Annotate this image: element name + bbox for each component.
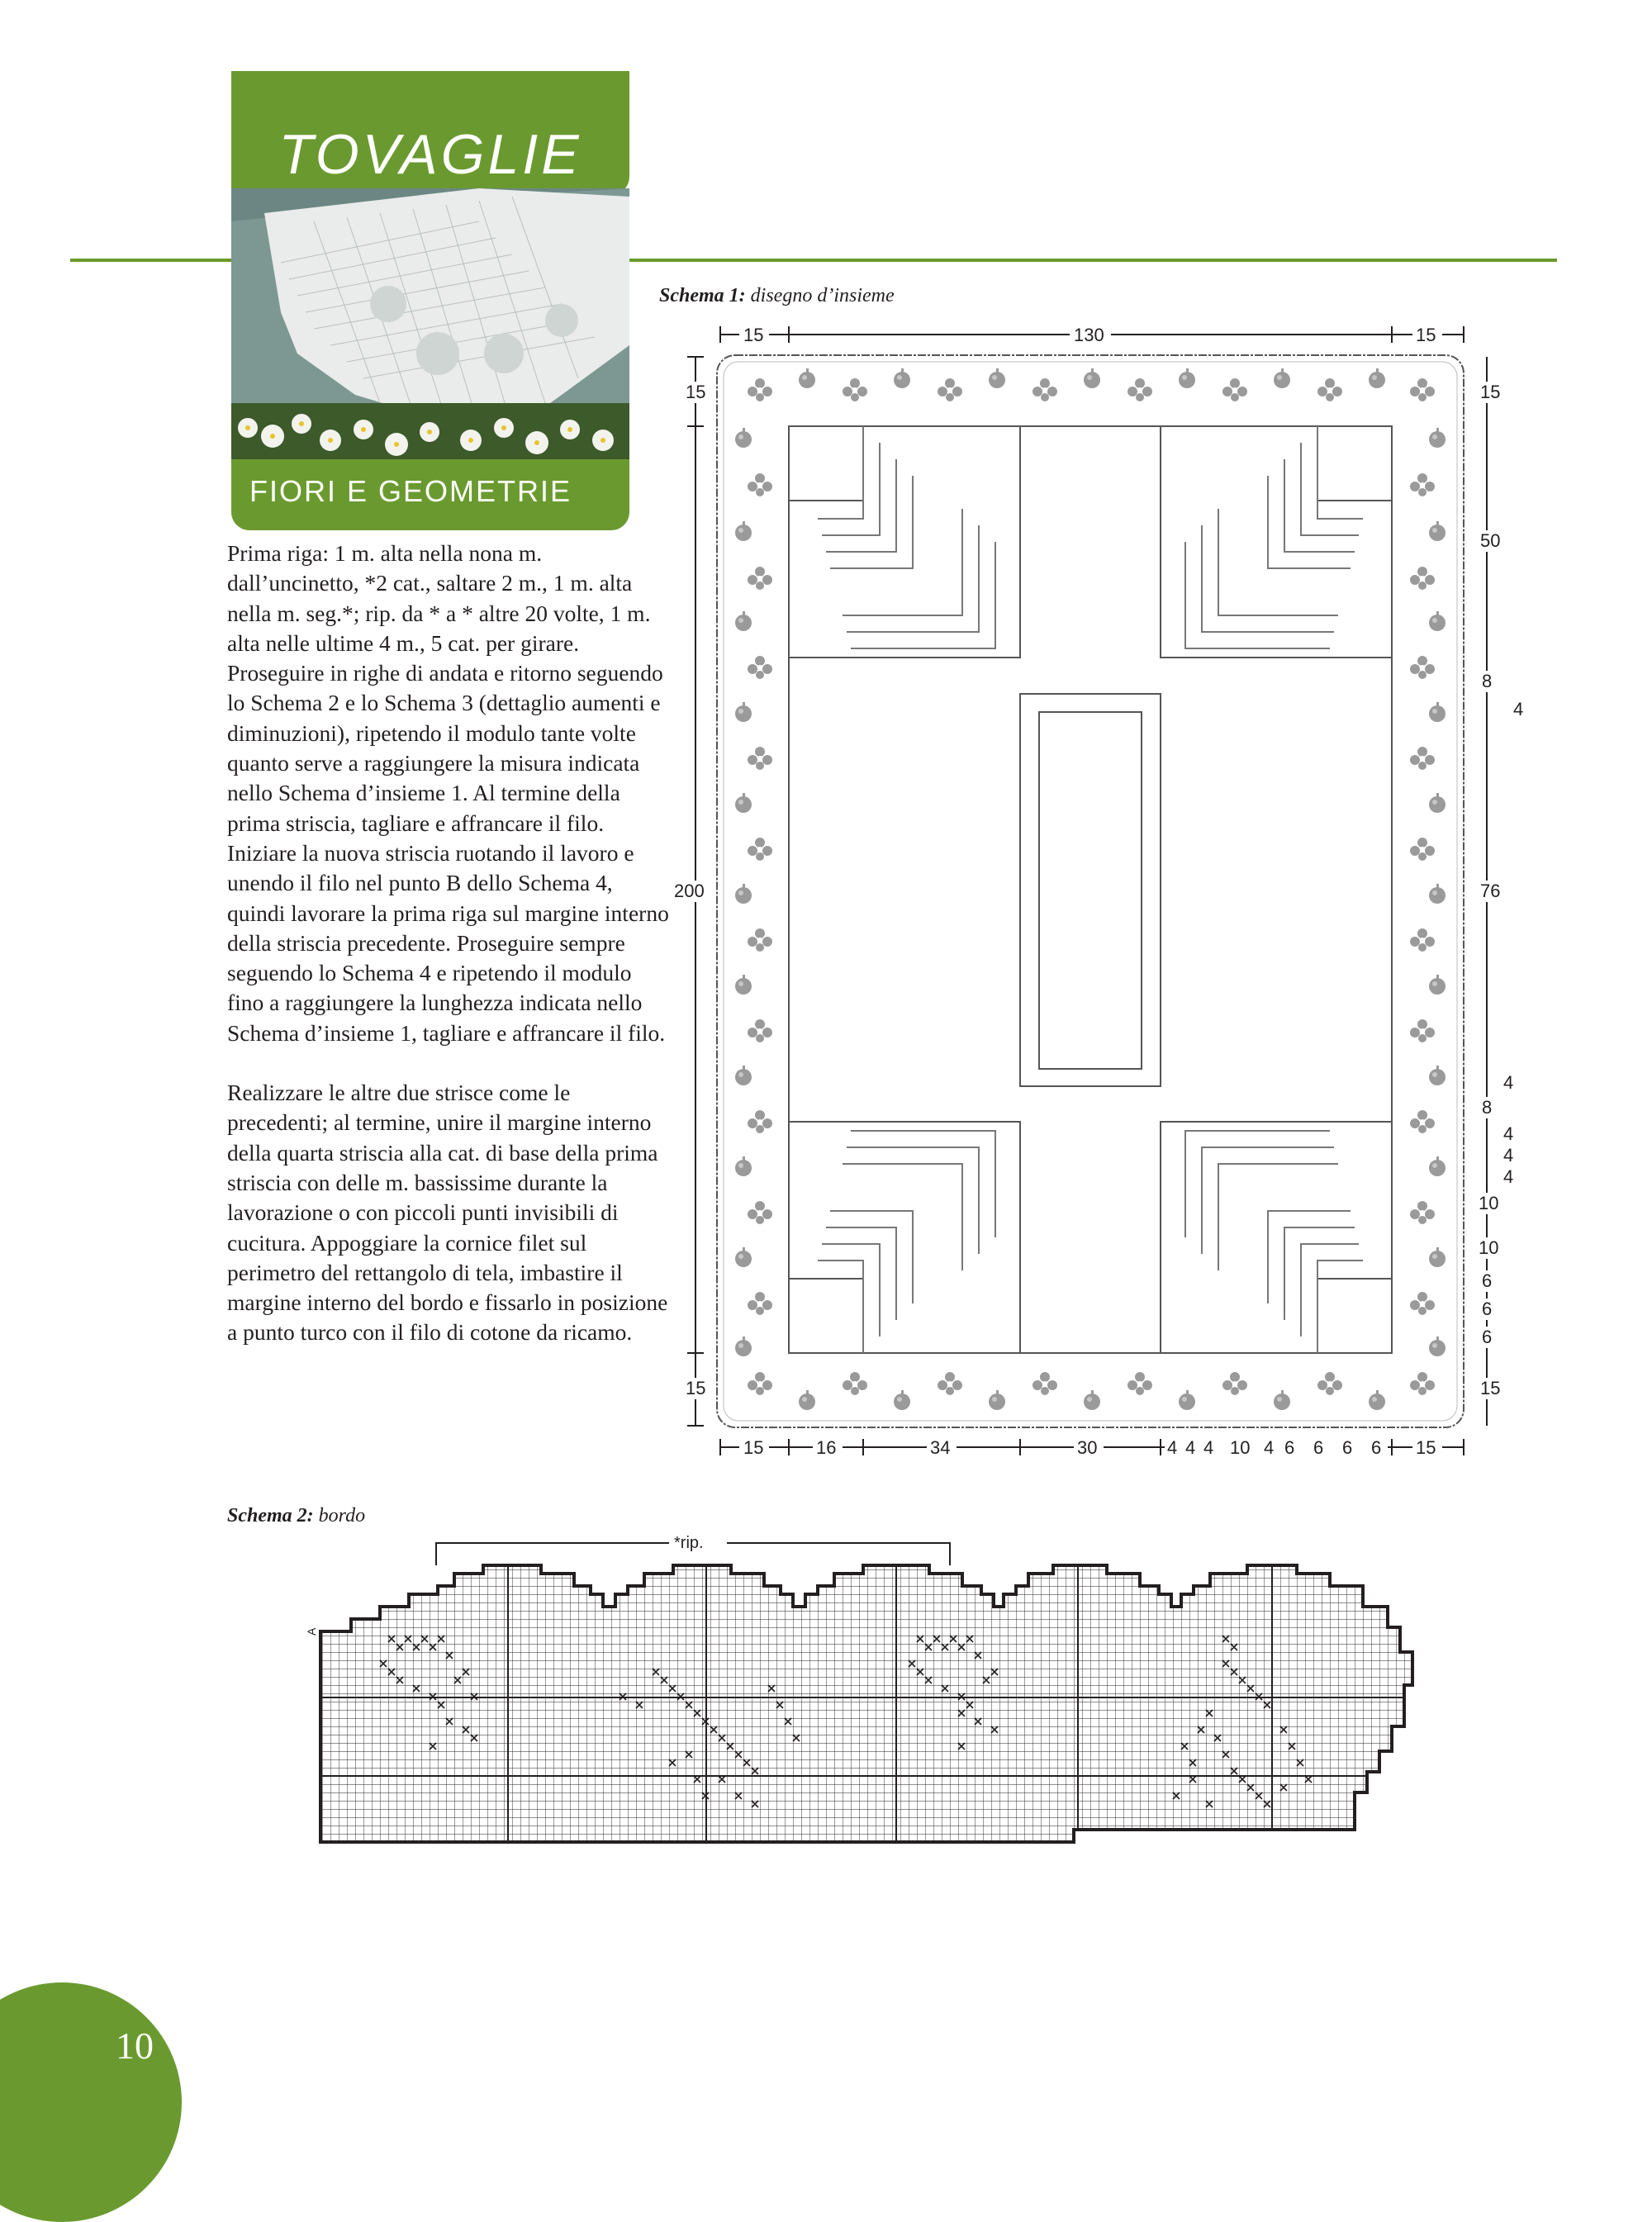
instructions-label: Prima riga:	[227, 540, 329, 566]
dim-right-1: 15	[1480, 382, 1501, 402]
tablecloth-photo	[231, 188, 629, 461]
instructions-text	[227, 539, 673, 1348]
dim-right-14: 6	[1482, 1299, 1493, 1319]
dim-right-10: 4	[1503, 1166, 1514, 1187]
dim-bottom-6: 4	[1185, 1437, 1196, 1458]
dim-bottom-12: 6	[1342, 1437, 1353, 1458]
dim-right-15: 6	[1482, 1327, 1493, 1347]
schema2-caption-text: bordo	[313, 1505, 366, 1526]
dim-right-3: 8	[1482, 671, 1493, 691]
schema1-border-inner	[724, 362, 1457, 1421]
schema1-motifs-top	[748, 368, 1435, 401]
dim-right-12: 10	[1479, 1237, 1499, 1258]
schema1-right-dimension-labels	[1477, 382, 1528, 1399]
dim-top-1: 15	[743, 325, 764, 345]
dim-bottom-5: 4	[1167, 1437, 1178, 1458]
instructions-paragraph-2: Realizzare le altre due strisce come le precedenti; al termine, unire il margine interno della quarta striscia alla cat. di base della prima striscia con delle m. bassissime durante la lavorazione o con piccoli punti invisibili di cucitura. Appoggiare la cornice filet sul perimetro del rettangolo di tela, imbastire il margine interno del bordo e fissarlo in posizione a punto turco con il filo di cotone da ricamo.	[227, 1080, 668, 1346]
schema1-dimension-labels	[671, 325, 1442, 1399]
schema1-cloth	[789, 426, 1392, 1353]
schema2-grid	[306, 1528, 1446, 1850]
section-header	[231, 71, 629, 195]
schema2-label: Schema 2:	[227, 1505, 314, 1526]
dim-bottom-8: 10	[1230, 1437, 1251, 1458]
page-number: 10	[116, 2025, 154, 2067]
schema1-geometry	[789, 426, 1392, 1353]
schema2-point-a: A	[305, 1627, 318, 1636]
schema1-motifs-bottom	[748, 1372, 1435, 1410]
schema1-caption	[659, 285, 895, 307]
tablecloth-photo-illustration	[231, 188, 629, 461]
schema2-caption	[227, 1505, 365, 1527]
instructions-paragraph-1	[227, 539, 673, 1048]
dim-bottom-7: 4	[1203, 1437, 1214, 1458]
dim-bottom-3: 34	[930, 1437, 951, 1458]
dim-bottom-9: 4	[1264, 1437, 1275, 1458]
instructions-text-1: 1 m. alta nella nona m. dall’uncinetto, *2 cat., saltare 2 m., 1 m. alta nella m. seg.*; rip. da * a * altre 20 volte, 1 m. alta nelle ultime 4 m., 5 cat. per girare. Proseguire in righe di andata e ritorno seguendo lo Schema 2 e lo Schema 3 (dettaglio aumenti e diminuzioni), ripetendo il modulo tante volte quanto serve a raggiungere la misura indicata nello Schema d’insieme 1. Al termine della prima striscia, tagliare e affrancare il filo. Iniziare la nuova striscia ruotando il lavoro e unendo il filo nel punto B dello Schema 4, quindi lavorare la prima riga sul margine interno della striscia precedente. Proseguire sempre seguendo lo Schema 4 e ripetendo il modulo fino a raggiungere la lunghezza indicata nello Schema d’insieme 1, tagliare e affrancare il filo.	[227, 540, 669, 1046]
schema2-repeat-label: *rip.	[674, 1534, 704, 1552]
page-number-badge	[0, 1982, 182, 2222]
dim-right-11: 10	[1479, 1193, 1499, 1213]
dim-left-3: 15	[686, 1378, 706, 1398]
dim-left-2: 200	[674, 881, 705, 901]
schema2-diagram	[306, 1528, 1446, 1850]
dim-bottom-1: 15	[743, 1437, 764, 1458]
dim-bottom-2: 16	[816, 1437, 837, 1458]
dim-bottom-14: 15	[1416, 1437, 1436, 1458]
schema1-outer-border	[717, 355, 1464, 1427]
dim-right-13: 6	[1482, 1270, 1493, 1291]
schema1-motifs-left	[735, 428, 772, 1356]
dim-right-6: 4	[1503, 1072, 1514, 1093]
dim-top-3: 15	[1416, 325, 1436, 345]
dim-right-8: 4	[1503, 1123, 1514, 1144]
schema1-corner-lines	[818, 426, 1363, 1353]
schema1-caption-text: disegno d’insieme	[745, 285, 895, 306]
dim-left-1: 15	[686, 382, 706, 402]
schema1-diagram	[644, 314, 1524, 1470]
schema1-label: Schema 1:	[659, 285, 746, 306]
dim-bottom-11: 6	[1313, 1437, 1324, 1458]
dim-right-7: 8	[1482, 1097, 1493, 1118]
section-subtitle: FIORI E GEOMETRIE	[249, 474, 572, 508]
dim-bottom-4: 30	[1077, 1437, 1098, 1458]
dim-right-9: 4	[1503, 1145, 1514, 1166]
dim-right-5: 76	[1480, 881, 1501, 901]
dim-right-16: 15	[1480, 1378, 1501, 1398]
schema1-dimension-lines	[687, 326, 1487, 1455]
section-subtitle-box	[231, 459, 629, 530]
schema1-motifs-right	[1410, 428, 1446, 1356]
dim-right-2: 50	[1480, 530, 1501, 551]
section-title: TOVAGLIE	[278, 123, 582, 186]
dim-bottom-13: 6	[1371, 1437, 1382, 1458]
dim-top-2: 130	[1074, 325, 1104, 345]
dim-right-4: 4	[1513, 699, 1524, 719]
dim-bottom-10: 6	[1284, 1437, 1295, 1458]
